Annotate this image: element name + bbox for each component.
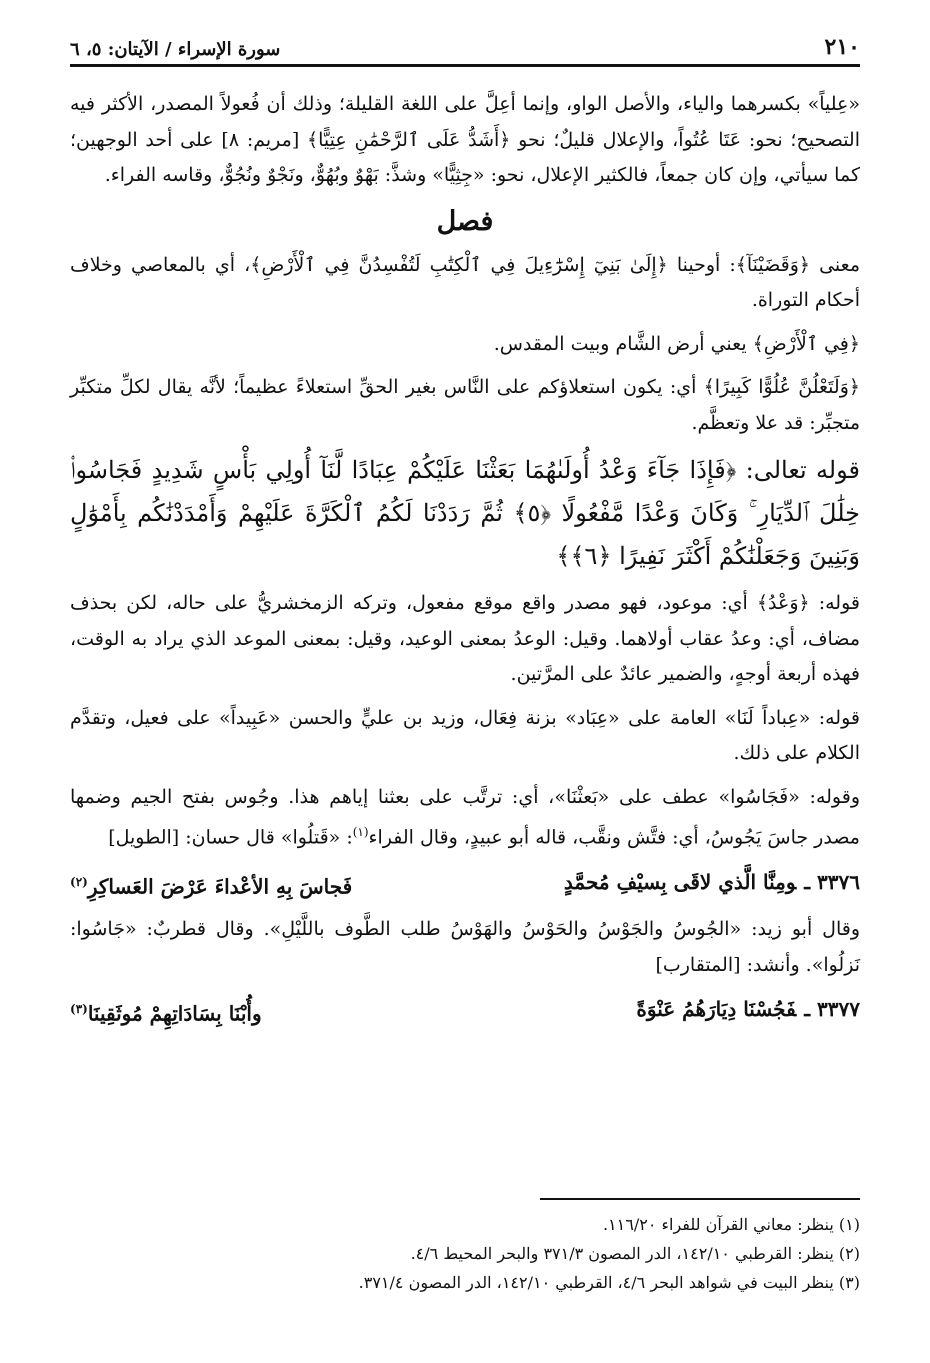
footnote-marker: (٣) bbox=[70, 1002, 88, 1017]
hemistich-text: وأُبْنَا بِسَادَاتِهِمْ مُوثَقِينَا bbox=[87, 1002, 262, 1027]
paragraph: ﴿فِي ٱلْأَرْضِ﴾ يعني أرض الشَّام وبيت المقدس. bbox=[493, 332, 860, 355]
hemistich-text: فَجاسَ بِهِ الأعْداءَ عَرْضَ العَساكِرِ bbox=[87, 874, 353, 899]
footnote: (١) ينظر: معاني القرآن للفراء ١١٦/٢٠. bbox=[602, 1215, 860, 1234]
paragraph: قوله: ﴿وَعْدُ﴾ أي: موعود، فهو مصدر واقع موقع مفعول، وتركه الزمخشريُّ على حاله، لكن بحذف مضاف، أي: وعدُ عقاب أولاهما. وقيل: الوعدُ بمعنى الوعيد، وقيل: بمعنى الموعد الذي يراد به الوقت، فهذه أربعة أوجهٍ، والضمير عائدٌ على المرَّتين. bbox=[70, 592, 860, 685]
main-text bbox=[70, 87, 860, 1032]
hemistich-text: ومِنَّا الَّذي لاقَى بِسيْفِ مُحمَّدٍ bbox=[563, 869, 797, 894]
paragraph: قوله: «عِباداً لَنَا» العامة على «عِبَاد» بزنة فِعَال، وزيد بن عليٍّ والحسن «عَبِيداً» على فعيل، وتقدَّم الكلام على ذلك. bbox=[70, 706, 860, 764]
running-title: سورة الإسراء / الآيتان: ٥، ٦ bbox=[70, 39, 281, 60]
paragraph: «عِلياً» بكسرهما والياء، والأصل الواو، وإنما أعِلَّ على اللغة القليلة؛ وذلك أن فُعولاً المصدر، الأكثر فيه التصحيح؛ نحو: عَتَا عُتُواً، والإعلال قليلٌ؛ نحو ﴿أَشَدُّ عَلَى ٱلرَّحْمَٰنِ عِتِيًّا﴾ [مريم: ٨] على أحد الوجهين؛ كما سيأتي، وإن كان جمعاً، فالكثير الإعلال، نحو: «جِثِيًّا» وشذَّ: بَهْوٌ وبُهُوٌّ، ونَجْوٌ ونُجُوٌّ، وقاسه الفراء. bbox=[70, 93, 860, 186]
footnote: (٢) ينظر: القرطبي ١٤٢/١٠، الدر المصون ٣٧١/٣ والبحر المحيط ٤/٦. bbox=[410, 1244, 860, 1263]
footnote-marker: (٢) bbox=[70, 874, 88, 889]
paragraph: ﴿وَلَتَعْلُنَّ عُلُوًّا كَبِيرًا﴾ أي: يكون استعلاؤكم على النَّاس بغير الحقِّ استعلاءً عظيماً؛ لأنَّه يقال لكلِّ متكبِّر متجبِّر: قد علا وتعظَّم. bbox=[70, 376, 860, 434]
footnote-marker: (١) bbox=[352, 825, 369, 839]
poem-verse bbox=[70, 991, 860, 1032]
poem-number: ٣٣٧٦ ـ bbox=[804, 869, 860, 894]
page-header bbox=[70, 20, 860, 67]
footnote: (٣) ينظر البيت في شواهد البحر ٤/٦، القرطبي ١٤٢/١٠، الدر المصون ٣٧١/٤. bbox=[358, 1273, 860, 1292]
paragraph: معنى ﴿وَقَضَيْنَآ﴾: أوحينا ﴿إِلَىٰ بَنِيٓ إِسْرَٰٓءِيلَ فِي ٱلْكِتَٰبِ لَتُفْسِدُنَّ فِي ٱلْأَرْضِ﴾، أي بالمعاصي وخلاف أحكام التوراة. bbox=[70, 253, 860, 311]
section-heading: فصل bbox=[436, 205, 494, 237]
poem-second-hemistich bbox=[70, 864, 352, 905]
footnote-divider bbox=[540, 1198, 860, 1200]
poem-second-hemistich bbox=[70, 991, 262, 1032]
poem-number: ٣٣٧٧ ـ bbox=[804, 997, 860, 1022]
poem-first-hemistich bbox=[564, 864, 860, 905]
poem-verse bbox=[70, 864, 860, 905]
quran-verse-paragraph: قوله تعالى: ﴿فَإِذَا جَآءَ وَعْدُ أُولَىٰهُمَا بَعَثْنَا عَلَيْكُمْ عِبَادًا لَّنَآ أُولِي بَأْسٍ شَدِيدٍ فَجَاسُوا۟ خِلَٰلَ ٱلدِّيَارِ ۚ وَكَانَ وَعْدًا مَّفْعُولًا ﴿٥﴾ ثُمَّ رَدَدْنَا لَكُمُ ٱلْكَرَّةَ عَلَيْهِمْ وَأَمْدَدْنَٰكُم بِأَمْوَٰلٍ وَبَنِينَ وَجَعَلْنَٰكُمْ أَكْثَرَ نَفِيرًا ﴿٦﴾﴾ bbox=[70, 456, 860, 570]
paragraph: وقال أبو زيد: «الجُوسُ والجَوْسُ والحَوْسُ والهَوْسُ طلب الطَّوف باللَّيْلِ». وقال قطربٌ: «جَاسُوا: نَزلُوا». وأنشد: [المتقارب] bbox=[70, 918, 860, 976]
footnotes bbox=[70, 1210, 860, 1297]
paragraph bbox=[70, 780, 860, 856]
paragraph-text: وقوله: «فَجَاسُوا» عطف على «بَعثْنَا»، أي: ترتَّب على بعثنا إياهم هذا. وجُوس بفتح الجيم وضمها مصدر جاسَ يَجُوسُ، أي: فتَّش ونقَّب، قاله أبو عبيدٍ، وقال الفراء bbox=[70, 785, 860, 849]
book-page bbox=[70, 20, 860, 1363]
page-number: ٢١٠ bbox=[824, 34, 860, 60]
hemistich-text: فَجُسْنَا دِيَارَهُمُ عَنْوَةً bbox=[636, 997, 797, 1022]
poem-first-hemistich bbox=[636, 991, 860, 1032]
paragraph-text: : «قَتلُوا» قال حسان: [الطويل] bbox=[108, 826, 353, 849]
